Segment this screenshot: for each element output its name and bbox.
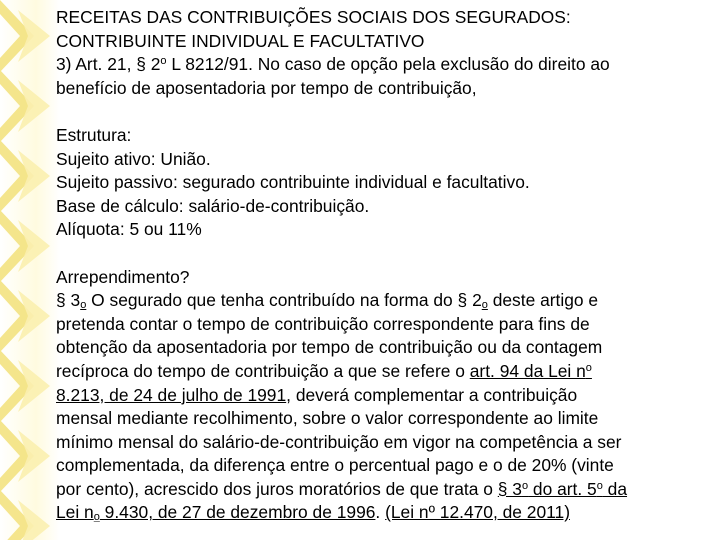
pl9-a: por cento), acrescido dos juros moratórios de que trata o <box>56 478 498 499</box>
header-line-4: benefício de aposentadoria por tempo de contribuição, <box>56 77 477 98</box>
link-lei-9430[interactable] <box>56 502 375 522</box>
header-line-3-b: L 8212/91. No caso de opção pela exclusão do direito ao <box>166 54 610 75</box>
pl9-link1-o: o <box>521 479 529 492</box>
link-par3-art5[interactable] <box>498 479 627 499</box>
pl1-b: O segurado que tenha contribuído na forma do § 2 <box>86 290 482 311</box>
header-line-2: CONTRIBUINTE INDIVIDUAL E FACULTATIVO <box>56 30 425 51</box>
pl1-a: § 3 <box>56 290 81 311</box>
pl5-b: , deverá complementar a contribuição <box>286 384 578 405</box>
paragraph-line-7: mínimo mensal do salário-de-contribuição em vigor na competência a ser <box>56 431 622 452</box>
link-lei-8213[interactable]: 8.213, de 24 de julho de 1991 <box>56 384 287 405</box>
pl4-a: recíproca do tempo de contribuição a que se refere o <box>56 360 470 381</box>
link-lei-12470[interactable]: (Lei nº 12.470, de 2011) <box>385 502 570 523</box>
paragraph-line-5 <box>56 384 716 408</box>
pl10-link1: Lei n <box>56 502 94 523</box>
paragraph-line-6: mensal mediante recolhimento, sobre o valor correspondente ao limite <box>56 408 599 429</box>
decorative-chevron-strip <box>0 0 60 540</box>
header-line-1: RECEITAS DAS CONTRIBUIÇÕES SOCIAIS DOS SEGURADOS: <box>56 7 571 27</box>
header-line-3-sup: o <box>160 55 167 68</box>
pl10-link1-o: o <box>93 511 100 524</box>
pl9-link2-o: o <box>596 479 603 492</box>
pl10-b: . <box>375 502 386 523</box>
pl10-link2: 9.430, de 27 de dezembro de 1996 <box>99 502 376 523</box>
pl4-link-text: art. 94 da Lei n <box>469 360 586 381</box>
paragraph-line-2: pretenda contar o tempo de contribuição correspondente para fins de <box>56 313 590 334</box>
pl1-o2: o <box>481 299 488 312</box>
aliquota: Alíquota: 5 ou 11% <box>56 219 202 240</box>
link-art94-lei[interactable] <box>470 361 592 381</box>
sujeito-ativo: Sujeito ativo: União. <box>56 148 211 169</box>
paragraph-line-9 <box>56 478 716 502</box>
paragraph-line-3: obtenção da aposentadoria por tempo de contribuição ou da contagem <box>56 337 603 358</box>
paragraph-line-4 <box>56 360 716 384</box>
slide-text <box>56 6 716 525</box>
estrutura-title: Estrutura: <box>56 124 132 145</box>
base-calculo: Base de cálculo: salário-de-contribuição. <box>56 195 370 216</box>
pl1-o1: o <box>80 299 87 312</box>
header-line-3 <box>56 53 716 77</box>
header-line-3-a: 3) Art. 21, § 2 <box>56 54 161 75</box>
chevron-arrows-icon <box>0 0 60 540</box>
pl1-c: deste artigo e <box>487 290 599 311</box>
pl9-link2: do art. 5 <box>528 478 597 499</box>
paragraph-line-1 <box>56 289 716 313</box>
arrependimento-title: Arrependimento? <box>56 266 190 287</box>
pl9-link1: § 3 <box>497 478 522 499</box>
paragraph-line-10 <box>56 501 716 525</box>
pl4-link-o: o <box>585 361 592 374</box>
paragraph-line-8: complementada, da diferença entre o percentual pago e o de 20% (vinte <box>56 455 614 476</box>
sujeito-passivo: Sujeito passivo: segurado contribuinte individual e facultativo. <box>56 172 530 193</box>
pl9-link3: da <box>602 478 628 499</box>
